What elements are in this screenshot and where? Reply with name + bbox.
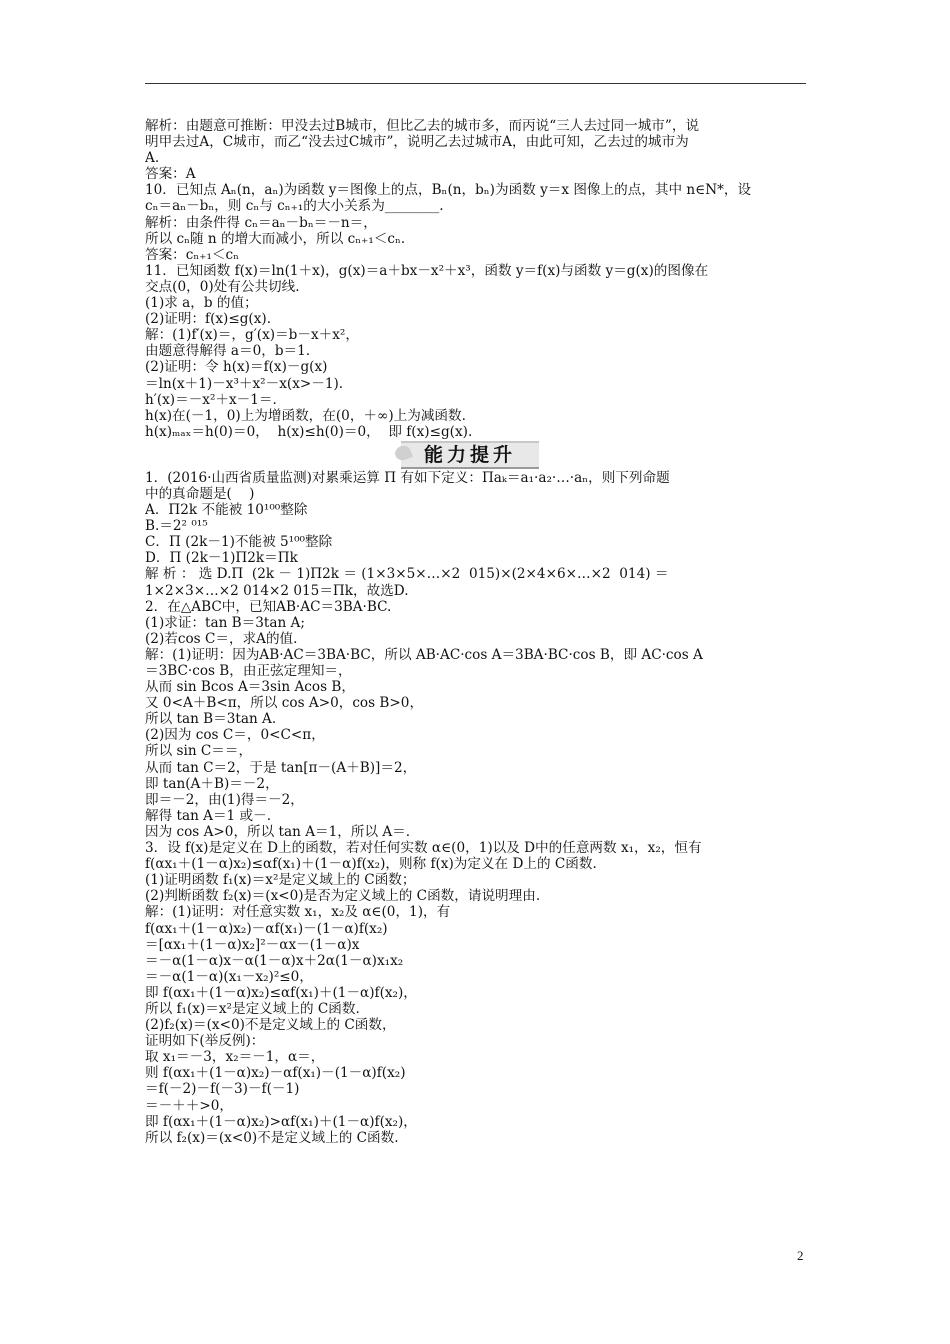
text-line: h(x)ₘₐₓ＝h(0)＝0， h(x)≤h(0)＝0， 即 f(x)≤g(x). [145,423,473,440]
section-advanced [145,470,810,1146]
text-line: 10．已知点 Aₙ(n，aₙ)为函数 y＝图像上的点，Bₙ(n，bₙ)为函数 y＝x 图像上的点，其中 n∈N*，设 [145,182,752,199]
text-line: 所以 tan B＝3tan A. [145,711,277,728]
text-line: 证明如下(举反例)： [145,1033,265,1050]
text-line: A. [145,150,160,167]
section-basic [145,118,810,440]
text-line: D．Π (2k－1)Π2k＝Πk [145,550,298,567]
text-line: 即 f(αx₁＋(1－α)x₂)≤αf(x₁)＋(1－α)f(x₂)， [145,984,417,1001]
text-line: 答案：A [145,166,196,183]
section-banner [145,440,810,470]
text-line: 中的真命题是( ) [145,485,255,502]
text-line: h′(x)＝－x²＋x－1＝. [145,391,277,408]
text-line: 因为 cos A>0，所以 tan A＝1，所以 A＝. [145,823,411,840]
text-line: (1)证明函数 f₁(x)＝x²是定义域上的 C函数； [145,872,416,889]
text-line: (2)f₂(x)＝(x<0)不是定义域上的 C函数， [145,1017,396,1034]
text-line: (2)判断函数 f₂(x)＝(x<0)是否为定义域上的 C函数，请说明理由. [145,888,541,905]
text-line: ＝－α(1－α)x－α(1－α)x＋2α(1－α)x₁x₂ [145,952,404,969]
text-line: (2)证明：令 h(x)＝f(x)－g(x) [145,359,328,376]
text-line: (1)求 a，b 的值； [145,295,258,312]
text-line: 3．设 f(x)是定义在 D上的函数，若对任何实数 α∈(0，1)以及 D中的任意两数 x₁，x₂，恒有 [145,840,702,857]
text-line: ＝[αx₁＋(1－α)x₂]²－αx－(1－α)x [145,936,360,953]
leaf-icon [393,444,413,463]
text-line: cₙ＝aₙ－bₙ，则 cₙ与 cₙ₊₁的大小关系为________. [145,198,444,215]
text-line: 解析：由题意可推断：甲没去过B城市，但比乙去的城市多，而丙说“三人去过同一城市”，说 [145,118,700,134]
text-line: ＝－α(1－α)(x₁－x₂)²≤0， [145,968,313,985]
text-line: 即 f(αx₁＋(1－α)x₂)>αf(x₁)＋(1－α)f(x₂)， [145,1113,417,1130]
text-line: 11．已知函数 f(x)＝ln(1＋x)，g(x)＝a＋bx－x²＋x³，函数 y＝f(x)与函数 y＝g(x)的图像在 [145,262,709,279]
text-line: 则 f(αx₁＋(1－α)x₂)－αf(x₁)－(1－α)f(x₂) [145,1065,406,1082]
text-line: 解：(1)证明：对任意实数 x₁，x₂及 α∈(0，1)，有 [145,904,451,921]
text-line: 又 0<A＋B<π，所以 cos A>0，cos B>0， [145,695,424,712]
text-line: 所以 cₙ随 n 的增大而减小，所以 cₙ₊₁＜cₙ. [145,230,406,247]
text-line: C．Π (2k－1)不能被 5¹⁰⁰整除 [145,534,333,551]
text-line: ＝－＋＋>0， [145,1097,234,1114]
page-content [145,118,810,1146]
header-rule [145,83,806,84]
text-line: 解得 tan A＝1 或－. [145,807,272,824]
text-line: 解：(1)f′(x)＝，g′(x)＝b－x＋x²， [145,327,359,344]
text-line: 解 析 ： 选 D.Π (2k － 1)Π2k ＝ (1×3×5×…×2 015)×(2×4×6×…×2 014) ＝ [145,566,669,583]
text-line: 取 x₁＝－3，x₂＝－1，α＝， [145,1049,325,1066]
text-line: 由题意得解得 a＝0，b＝1. [145,343,311,360]
page-number: 2 [797,1248,804,1263]
text-line: 解：(1)证明：因为AB·AC＝3BA·BC，所以 AB·AC·cos A＝3BA·BC·cos B，即 AC·cos A [145,646,703,663]
text-line: f(αx₁＋(1－α)x₂)≤αf(x₁)＋(1－α)f(x₂)，则称 f(x)为定义在 D上的 C函数. [145,856,597,873]
text-line: 1×2×3×…×2 014×2 015＝Πk，故选D. [145,582,409,599]
text-line: 即＝－2，由(1)得＝－2， [145,791,304,808]
text-line: (1)求证：tan B＝3tan A; [145,614,305,631]
text-line: h(x)在(－1，0)上为增函数，在(0，＋∞)上为减函数. [145,407,466,424]
text-line: 从而 sin Bcos A＝3sin Acos B， [145,679,355,696]
text-line: (2)因为 cos C＝，0<C<π， [145,727,325,744]
text-line: 所以 sin C＝＝， [145,743,253,760]
text-line: A．Π2k 不能被 10¹⁰⁰整除 [145,502,308,519]
text-line: ＝f(－2)－f(－3)－f(－1) [145,1081,300,1098]
text-line: 交点(0，0)处有公共切线. [145,278,300,295]
text-line: 答案：cₙ₊₁＜cₙ [145,246,239,263]
text-line: 所以 f₁(x)＝x²是定义域上的 C函数. [145,1000,360,1017]
text-line: (2)证明：f(x)≤g(x). [145,311,272,328]
text-line: 明甲去过A，C城市，而乙“没去过C城市”，说明乙去过城市A，由此可知，乙去过的城市为 [145,134,689,151]
text-line: 1．(2016·山西省质量监测)对累乘运算 Π 有如下定义：Πaₖ＝a₁·a₂·…·aₙ，则下列命题 [145,469,670,486]
text-line: 2．在△ABC中，已知AB·AC＝3BA·BC. [145,598,392,615]
text-line: ＝3BC·cos B，由正弦定理知＝， [145,663,352,679]
text-line: B.＝2² ⁰¹⁵ [145,518,208,535]
text-line: 即 tan(A＋B)＝－2， [145,775,279,792]
text-line: 解析：由条件得 cₙ＝aₙ－bₙ＝－n＝， [145,214,377,231]
banner-title: 能力提升 [423,443,516,466]
text-line: 所以 f₂(x)＝(x<0)不是定义域上的 C函数. [145,1129,399,1146]
text-line: f(αx₁＋(1－α)x₂)－αf(x₁)－(1－α)f(x₂) [145,920,388,937]
text-line: (2)若cos C＝，求A的值. [145,630,298,647]
text-line: ＝ln(x＋1)－x³＋x²－x(x>－1). [145,375,344,392]
text-line: 从而 tan C＝2，于是 tan[π－(A＋B)]＝2， [145,759,417,776]
